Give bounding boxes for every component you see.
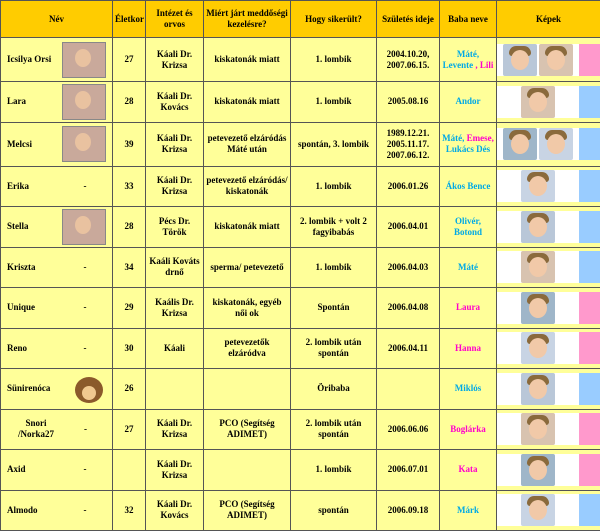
birth-date: 2007.06.12. — [379, 150, 437, 161]
column-header: Képek — [497, 1, 600, 38]
reason-cell: petevezető elzáródás/ kiskatonák — [204, 166, 291, 207]
member-name: Snori /Norka27 — [7, 418, 65, 440]
member-name: Stella — [7, 221, 29, 232]
clinic-cell: Káali Dr. Krizsa — [146, 38, 204, 82]
member-name: Sünirenóca — [7, 383, 50, 394]
column-header: Baba neve — [440, 1, 497, 38]
baby-name: Máté, — [442, 133, 464, 143]
no-photo-mark: - — [64, 343, 106, 354]
clinic-cell: Káali Dr. Krizsa — [146, 409, 204, 450]
birth-date-cell — [377, 490, 440, 531]
clinic-cell — [146, 369, 204, 410]
reason-cell: PCO (Segítség ADIMET) — [204, 490, 291, 531]
table-row — [1, 490, 600, 531]
clinic-cell: Káali Dr. Krizsa — [146, 450, 204, 491]
reason-cell: PCO (Segítség ADIMET) — [204, 409, 291, 450]
birth-date-cell — [377, 409, 440, 450]
no-photo-mark: - — [65, 424, 106, 435]
birth-date-cell — [377, 450, 440, 491]
age-cell: 34 — [113, 247, 146, 288]
name-cell — [1, 38, 113, 82]
column-header: Intézet és orvos — [146, 1, 204, 38]
baby-name: Botond — [454, 227, 482, 237]
column-header: Név — [1, 1, 113, 38]
column-header: Hogy sikerült? — [291, 1, 377, 38]
clinic-cell: Káali Dr. Kovács — [146, 82, 204, 123]
member-photo — [62, 84, 106, 120]
gender-band — [579, 251, 600, 283]
name-cell — [1, 328, 113, 369]
birth-date-cell — [377, 207, 440, 248]
baby-photo — [521, 211, 555, 243]
gender-band — [579, 211, 600, 243]
name-cell — [1, 369, 113, 410]
reason-cell: petevezető elzáródás Máté után — [204, 122, 291, 166]
baby-name: Lukács Dés — [446, 144, 490, 154]
clinic-cell: Kaáli Kováts drnő — [146, 247, 204, 288]
photos-cell — [497, 82, 600, 123]
birth-date: 2007.06.15. — [379, 60, 437, 71]
birth-date-cell — [377, 166, 440, 207]
table-row — [1, 369, 600, 410]
baby-name: Máté — [458, 262, 478, 272]
birth-date: 2006.04.01 — [379, 221, 437, 232]
photos-cell — [497, 409, 600, 450]
name-cell — [1, 207, 113, 248]
age-cell: 30 — [113, 328, 146, 369]
name-cell — [1, 122, 113, 166]
gender-band — [579, 413, 600, 445]
column-header: Születés ideje — [377, 1, 440, 38]
baby-photo — [539, 44, 573, 76]
baby-name: Márk — [457, 505, 479, 515]
header-row — [1, 1, 600, 38]
member-photo — [62, 42, 106, 78]
table-row — [1, 166, 600, 207]
baby-name-cell — [440, 409, 497, 450]
baby-name-cell — [440, 450, 497, 491]
member-name: Erika — [7, 181, 29, 192]
reason-cell: kiskatonák, egyéb női ok — [204, 288, 291, 329]
member-name: Axid — [7, 464, 26, 475]
photos-cell — [497, 38, 600, 82]
baby-name: Boglárka — [450, 424, 486, 434]
reason-cell: kiskatonák miatt — [204, 82, 291, 123]
method-cell: 2. lombik után spontán — [291, 409, 377, 450]
method-cell: Öribaba — [291, 369, 377, 410]
table-row — [1, 409, 600, 450]
column-header: Miért járt meddőségi kezelésre? — [204, 1, 291, 38]
birth-date: 2006.06.06 — [379, 424, 437, 435]
baby-photo — [521, 454, 555, 486]
method-cell: 1. lombik — [291, 166, 377, 207]
method-cell: 2. lombik + volt 2 fagyibabás — [291, 207, 377, 248]
birth-date: 2006.04.08 — [379, 302, 437, 313]
photos-cell — [497, 369, 600, 410]
baby-name: Emese, — [467, 133, 494, 143]
age-cell: 28 — [113, 207, 146, 248]
method-cell: spontán, 3. lombik — [291, 122, 377, 166]
member-name: Melcsi — [7, 139, 32, 150]
table-row — [1, 207, 600, 248]
table-row — [1, 82, 600, 123]
birth-date: 2004.10.20, — [379, 49, 437, 60]
birth-date: 2006.01.26 — [379, 181, 437, 192]
baby-name-cell — [440, 82, 497, 123]
clinic-cell: Káali — [146, 328, 204, 369]
birth-date: 2006.07.01 — [379, 464, 437, 475]
birth-date-cell — [377, 122, 440, 166]
reason-cell: kiskatonák miatt — [204, 38, 291, 82]
reason-cell: kiskatonák miatt — [204, 207, 291, 248]
gender-band — [579, 292, 600, 324]
baby-name: Olivér, — [455, 216, 481, 226]
baby-photo — [521, 86, 555, 118]
age-cell: 26 — [113, 369, 146, 410]
gender-band — [579, 332, 600, 364]
age-cell: 33 — [113, 166, 146, 207]
birth-date: 2006.04.11 — [379, 343, 437, 354]
birth-date-cell — [377, 38, 440, 82]
birth-date: 2006.04.03 — [379, 262, 437, 273]
method-cell: 1. lombik — [291, 450, 377, 491]
baby-name: Levente — [443, 60, 474, 70]
baby-name: Miklós — [455, 383, 482, 393]
name-cell — [1, 450, 113, 491]
photos-cell — [497, 328, 600, 369]
baby-name: Kata — [459, 464, 478, 474]
age-cell: 32 — [113, 490, 146, 531]
baby-name-cell — [440, 369, 497, 410]
photos-cell — [497, 247, 600, 288]
gender-band — [579, 128, 600, 160]
age-cell: 27 — [113, 409, 146, 450]
member-name: Kriszta — [7, 262, 36, 273]
baby-name: Laura — [456, 302, 480, 312]
birth-date-cell — [377, 288, 440, 329]
no-photo-mark: - — [64, 181, 106, 192]
table-row — [1, 288, 600, 329]
member-name: Almodo — [7, 505, 38, 516]
birth-date: 1989.12.21. — [379, 128, 437, 139]
member-name: Unique — [7, 302, 35, 313]
baby-name-cell — [440, 38, 497, 82]
baby-name: Máté, — [457, 49, 479, 59]
table-row — [1, 328, 600, 369]
baby-name-cell — [440, 122, 497, 166]
method-cell: 1. lombik — [291, 38, 377, 82]
column-header: Életkor — [113, 1, 146, 38]
baby-photo — [521, 494, 555, 526]
baby-name-cell — [440, 288, 497, 329]
baby-photo — [539, 128, 573, 160]
hedgehog-icon — [72, 372, 106, 406]
name-cell — [1, 490, 113, 531]
method-cell: 1. lombik — [291, 247, 377, 288]
photos-cell — [497, 122, 600, 166]
baby-name: , Lili — [475, 60, 493, 70]
baby-photo — [521, 170, 555, 202]
clinic-cell: Káali Dr. Kovács — [146, 490, 204, 531]
baby-name-cell — [440, 247, 497, 288]
member-photo — [62, 126, 106, 162]
photos-cell — [497, 166, 600, 207]
baby-photo — [521, 332, 555, 364]
name-cell — [1, 166, 113, 207]
table-row — [1, 450, 600, 491]
gender-band — [579, 454, 600, 486]
baby-photo — [503, 44, 537, 76]
birth-date-cell — [377, 82, 440, 123]
baby-name-cell — [440, 207, 497, 248]
table-body — [1, 38, 600, 531]
method-cell: spontán — [291, 490, 377, 531]
gender-band — [579, 373, 600, 405]
baby-name-cell — [440, 166, 497, 207]
baby-photo — [521, 292, 555, 324]
clinic-cell: Pécs Dr. Török — [146, 207, 204, 248]
no-photo-mark: - — [64, 262, 106, 273]
baby-name-cell — [440, 490, 497, 531]
gender-band — [579, 170, 600, 202]
baby-photo — [521, 373, 555, 405]
birth-date: 2006.09.18 — [379, 505, 437, 516]
baby-photo — [503, 128, 537, 160]
age-cell: 28 — [113, 82, 146, 123]
photos-cell — [497, 207, 600, 248]
table-row — [1, 247, 600, 288]
age-cell: 39 — [113, 122, 146, 166]
reason-cell: sperma/ petevezető — [204, 247, 291, 288]
member-name: Reno — [7, 343, 27, 354]
age-cell — [113, 450, 146, 491]
gender-band — [579, 86, 600, 118]
birth-date-cell — [377, 328, 440, 369]
name-cell — [1, 288, 113, 329]
reason-cell — [204, 450, 291, 491]
photos-cell — [497, 490, 600, 531]
baby-name: Hanna — [455, 343, 481, 353]
birth-date: 2005.08.16 — [379, 96, 437, 107]
name-cell — [1, 247, 113, 288]
clinic-cell: Káali Dr. Krizsa — [146, 122, 204, 166]
baby-name: Andor — [455, 96, 480, 106]
no-photo-mark: - — [64, 505, 106, 516]
method-cell: Spontán — [291, 288, 377, 329]
no-photo-mark: - — [64, 464, 106, 475]
member-photo — [62, 209, 106, 245]
birth-date-cell — [377, 247, 440, 288]
age-cell: 27 — [113, 38, 146, 82]
birth-date-cell — [377, 369, 440, 410]
baby-photo — [521, 251, 555, 283]
table-row — [1, 122, 600, 166]
clinic-cell: Káali Dr. Krizsa — [146, 166, 204, 207]
member-name: Lara — [7, 96, 26, 107]
birth-date: 2005.11.17. — [379, 139, 437, 150]
name-cell — [1, 82, 113, 123]
method-cell: 1. lombik — [291, 82, 377, 123]
baby-name-cell — [440, 328, 497, 369]
member-name: Icsilya Orsi — [7, 54, 51, 65]
no-photo-mark: - — [64, 302, 106, 313]
photos-cell — [497, 450, 600, 491]
reason-cell — [204, 369, 291, 410]
baby-name: Ákos Bence — [446, 181, 491, 191]
clinic-cell: Kaális Dr. Krizsa — [146, 288, 204, 329]
age-cell: 29 — [113, 288, 146, 329]
method-cell: 2. lombik után spontán — [291, 328, 377, 369]
gender-band — [579, 44, 600, 76]
table-row — [1, 38, 600, 82]
reason-cell: petevezetők elzáródva — [204, 328, 291, 369]
name-cell — [1, 409, 113, 450]
photos-cell — [497, 288, 600, 329]
gender-band — [579, 494, 600, 526]
baby-photo — [521, 413, 555, 445]
